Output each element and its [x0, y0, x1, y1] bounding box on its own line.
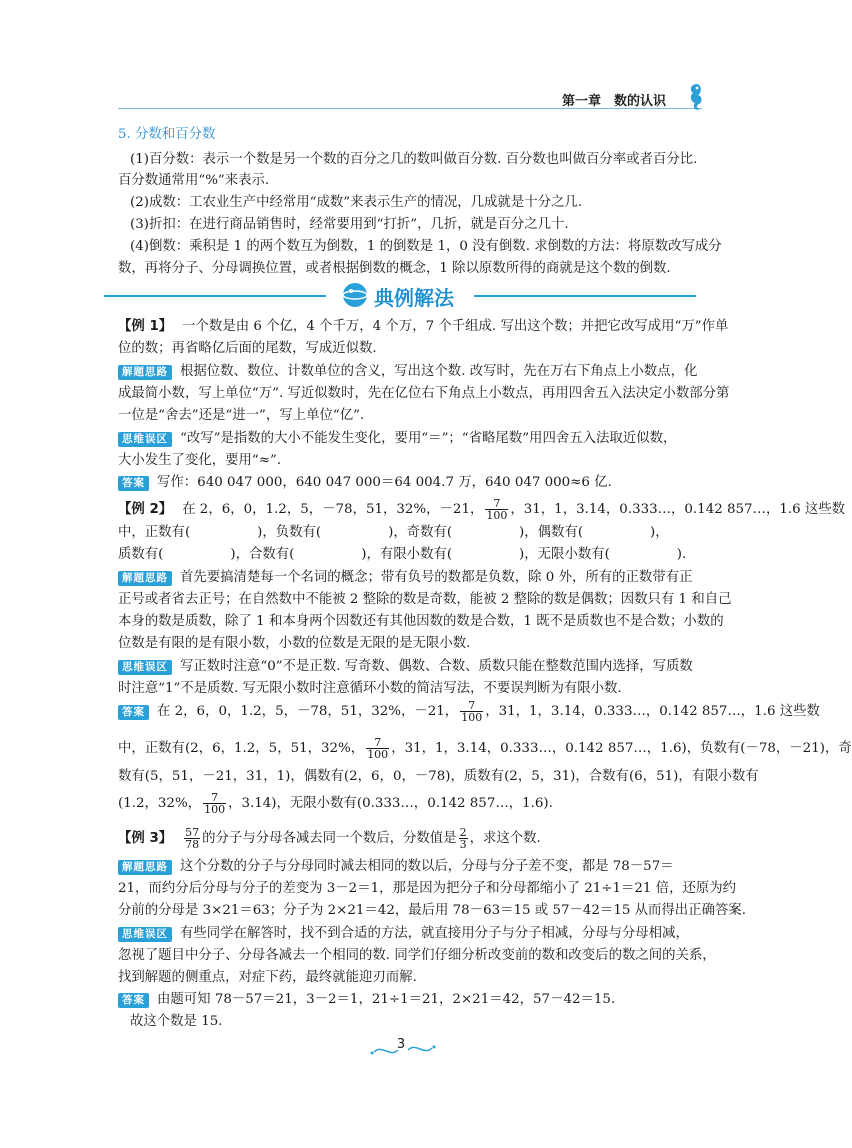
thinking-line: 正号或者省去正号；在自然数中不能被 2 整除的数是奇数，能被 2 整除的数是偶数；因数只有 1 和自己: [118, 592, 732, 607]
example-question: 【例 3】 $\frac{57}{78}$ 的分子与分母各减去同一个数后，分数值是 $\frac{2}{3}$ ，求这个数.: [118, 826, 541, 851]
fraction: $\frac{7}{100}$: [204, 791, 226, 816]
answer-tag: 答案: [118, 993, 149, 1008]
section-title: 5. 分数和百分数: [118, 127, 216, 142]
banner-rule-right: [474, 295, 696, 297]
paragraph: (4)倒数：乘积是 1 的两个数互为倒数，1 的倒数是 1，0 没有倒数. 求倒数的方法：将原数改写成分: [130, 239, 722, 254]
banner-title: 典例解法: [374, 286, 454, 310]
thinking-line: 本身的数是质数，除了 1 和本身两个因数还有其他因数的数是合数，1 既不是质数也不是合数；小数的: [118, 614, 724, 629]
fraction: $\frac{57}{78}$: [185, 826, 200, 851]
mistake-line: 忽视了题目中分子、分母各减去一个相同的数. 同学们仔细分析改变前的数和改变后的数之间的关系，: [118, 948, 716, 963]
globe-icon: [340, 281, 370, 309]
fraction: $\frac{2}{3}$: [459, 826, 467, 851]
thinking-tag: 解题思路: [118, 365, 172, 380]
mistake-line: 找到解题的侧重点，对症下药，最终就能迎刃而解.: [118, 970, 417, 985]
mistake-line: 时注意“1”不是质数. 写无限小数时注意循环小数的简洁写法，不要误判断为有限小数.: [118, 681, 622, 696]
example-label: 【例 3】: [118, 831, 173, 846]
fraction: $\frac{7}{100}$: [367, 736, 389, 761]
thinking-line: 21，而约分后分母与分子的差变为 3－2＝1，那是因为把分子和分母都缩小了 21÷1＝21 倍，还原为约: [118, 881, 737, 896]
paragraph: 百分数通常用“%”来表示.: [118, 173, 270, 188]
paragraph: (2)成数：工农业生产中经常用“成数”来表示生产的情况，几成就是十分之几.: [130, 195, 583, 210]
answer-line: 答案 写作：640 047 000，640 047 000＝64 004.7 万，640 047 000≈6 亿.: [118, 474, 612, 492]
thinking-line: 位数是有限的是有限小数，小数的位数是无限的是无限小数.: [118, 636, 471, 651]
thinking-tag: 解题思路: [118, 860, 172, 875]
answer-line: 数有(5，51，－21，31，1)，偶数有(2，6，0，－78)，质数有(2，5，31)，合数有(6，51)，有限小数有: [118, 769, 759, 784]
thinking-line: 解题思路 根据位数、数位、计数单位的含义，写出这个数. 改写时，先在万右下角点上小数点，化: [118, 363, 697, 381]
thinking-tag: 解题思路: [118, 571, 172, 586]
mistake-tag: 思维误区: [118, 660, 172, 675]
mistake-tag: 思维误区: [118, 927, 172, 942]
answer-line: (1.2，32%， $\frac{7}{100}$ ，3.14)，无限小数有(0.333…，0.142 857…，1.6).: [118, 791, 553, 816]
example-label: 【例 2】: [118, 502, 173, 517]
mistake-tag: 思维误区: [118, 432, 172, 447]
answer-line: 中，正数有(2，6，1.2，5，51，32%， $\frac{7}{100}$ ，31，1，3.14，0.333…，0.142 857…，1.6)，负数有(－78，－21)，奇: [118, 736, 852, 761]
fraction: $\frac{7}{100}$: [486, 497, 508, 522]
thinking-line: 成最简小数，写上单位“万”. 写近似数时，先在亿位右下角点上小数点，再用四舍五入法决定小数部分第: [118, 386, 730, 401]
answer-line: 故这个数是 15.: [130, 1014, 223, 1029]
mistake-line: 思维误区 写正数时注意“0”不是正数. 写奇数、偶数、合数、质数只能在整数范围内选择，写质数: [118, 658, 693, 676]
mistake-line: 思维误区 有些同学在解答时，找不到合适的方法，就直接用分子与分子相减，分母与分母相减，: [118, 925, 689, 943]
example-question: 【例 2】 在 2，6，0，1.2，5，－78，51，32%，－21， $\frac{7}{100}$ ，31，1，3.14，0.333…，0.142 857…，1.6 这些数: [118, 497, 846, 522]
answer-line: 答案 在 2，6，0，1.2，5，－78，51，32%，－21， $\frac{7}{100}$ ，31，1，3.14，0.333…，0.142 857…，1.6 这些数: [118, 700, 820, 723]
chapter-title: 第一章 数的认识: [562, 94, 667, 109]
thinking-line: 解题思路 这个分数的分子与分母同时减去相同的数以后，分母与分子差不变，都是 78－57＝: [118, 858, 674, 876]
example-question: 质数有( )，合数有( )，有限小数有( )，无限小数有( ).: [118, 547, 687, 562]
answer-line: 答案 由题可知 78－57＝21，3－2＝1，21÷1＝21，2×21＝42，57－42＝15.: [118, 991, 615, 1009]
banner-rule-left: [104, 295, 326, 297]
fraction: $\frac{7}{100}$: [461, 699, 483, 724]
thinking-line: 一位是“舍去”还是“进一”，写上单位“亿”.: [118, 408, 365, 423]
example-question: 【例 1】 一个数是由 6 个亿，4 个千万，4 个万，7 个千组成. 写出这个数；并把它改写成用“万”作单: [118, 319, 729, 334]
example-question: 位的数；再省略亿后面的尾数，写成近似数.: [118, 341, 377, 356]
paragraph: 数，再将分子、分母调换位置，或者根据倒数的概念，1 除以原数所得的商就是这个数的倒数.: [118, 261, 671, 276]
paragraph: (3)折扣：在进行商品销售时，经常要用到“打折”，几折，就是百分之几十.: [130, 217, 569, 232]
seahorse-icon: [683, 82, 707, 114]
mistake-line: 大小发生了变化，要用“≈”.: [118, 453, 282, 468]
thinking-line: 解题思路 首先要搞清楚每一个名词的概念；带有负号的数都是负数，除 0 外，所有的正数带有正: [118, 569, 692, 587]
mistake-line: 思维误区 “改写”是指数的大小不能发生变化，要用“＝”；“省略尾数”用四舍五入法取近似数，: [118, 430, 676, 448]
paragraph: (1)百分数：表示一个数是另一个数的百分之几的数叫做百分数. 百分数也叫做百分率或者百分比.: [130, 152, 698, 167]
page-number: 3: [396, 1037, 406, 1052]
example-label: 【例 1】: [118, 319, 173, 334]
answer-tag: 答案: [118, 705, 149, 720]
answer-tag: 答案: [118, 476, 149, 491]
example-question: 中，正数有( )，负数有( )，奇数有( )，偶数有( )，: [118, 525, 669, 540]
thinking-line: 分前的分母是 3×21＝63；分子为 2×21＝42，最后用 78－63＝15 或 57－42＝15 从而得出正确答案.: [118, 903, 746, 918]
